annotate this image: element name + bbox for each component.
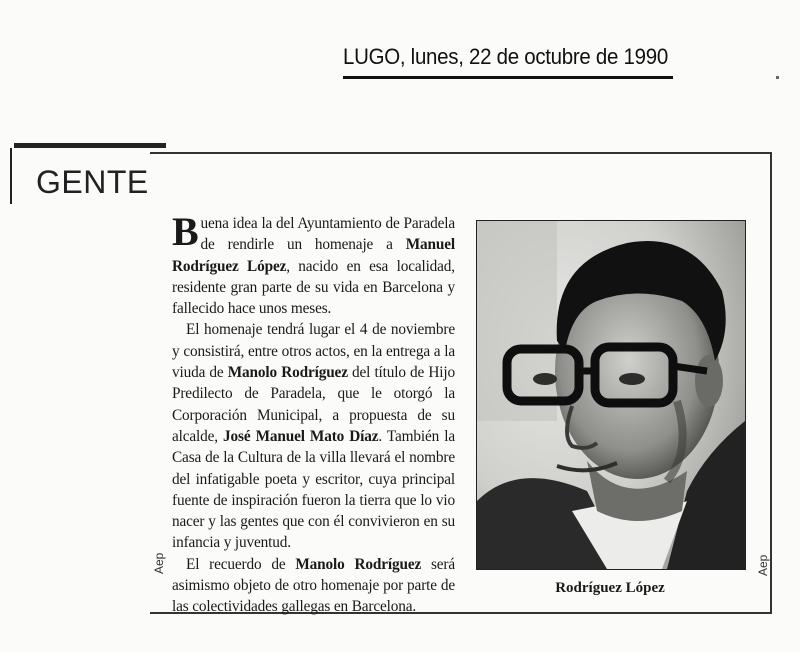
dateline: LUGO, lunes, 22 de octubre de 1990: [343, 44, 668, 69]
person-name: Manolo Rodríguez: [295, 555, 422, 573]
drop-cap: B: [172, 209, 199, 254]
section-left-rule: [10, 148, 12, 204]
p2-text-b: del título de Hijo Predilecto de Paradela, que le otorgó la Corporación Municipal, a propuesta de su alcalde,: [172, 364, 455, 445]
portrait-photo: [476, 220, 746, 570]
text-credit: Aep: [152, 552, 166, 574]
mayor-name: José Manuel Mato Díaz: [223, 427, 379, 445]
section-label: GENTE: [36, 164, 149, 200]
article-paragraph-1: [172, 209, 455, 319]
p2-text-c: . También la Casa de la Cultura de la villa llevará el nombre del infatigable poeta y escritor, cuya principal fuente de inspiración fueron la tierra que lo vio nacer y las gentes que con él convivieron en su infancia y juventud.: [172, 427, 455, 552]
scan-speck: [776, 76, 779, 79]
p2-text-a: El homenaje tendrá lugar el 4 de noviembre y consistirá, entre otros actos, en la entrega a la viuda de: [172, 321, 455, 382]
photo-credit: Aep: [756, 554, 770, 576]
p1-text-b: , nacido en esa localidad, residente gran parte de su vida en Barcelona y fallecido hace unos meses.: [172, 257, 455, 318]
dateline-rule: [343, 76, 673, 79]
article-body: [172, 209, 456, 618]
person-name: Manuel Rodríguez López: [172, 236, 455, 275]
portrait-illustration: [477, 221, 745, 569]
p3-text-a: El recuerdo de: [186, 555, 296, 573]
person-name: Manolo Rodríguez: [227, 364, 348, 382]
p1-text-a: uena idea la del Ayuntamiento de Paradela de rendirle un homenaje a: [200, 215, 455, 254]
article-paragraph-3: [172, 554, 455, 618]
photo-caption: Rodríguez López: [555, 580, 665, 596]
p3-text-b: será asimismo objeto de otro homenaje por parte de las colectividades gallegas en Barcelona.: [172, 555, 456, 616]
section-top-rule: [14, 143, 166, 148]
article-paragraph-2: [172, 319, 455, 553]
